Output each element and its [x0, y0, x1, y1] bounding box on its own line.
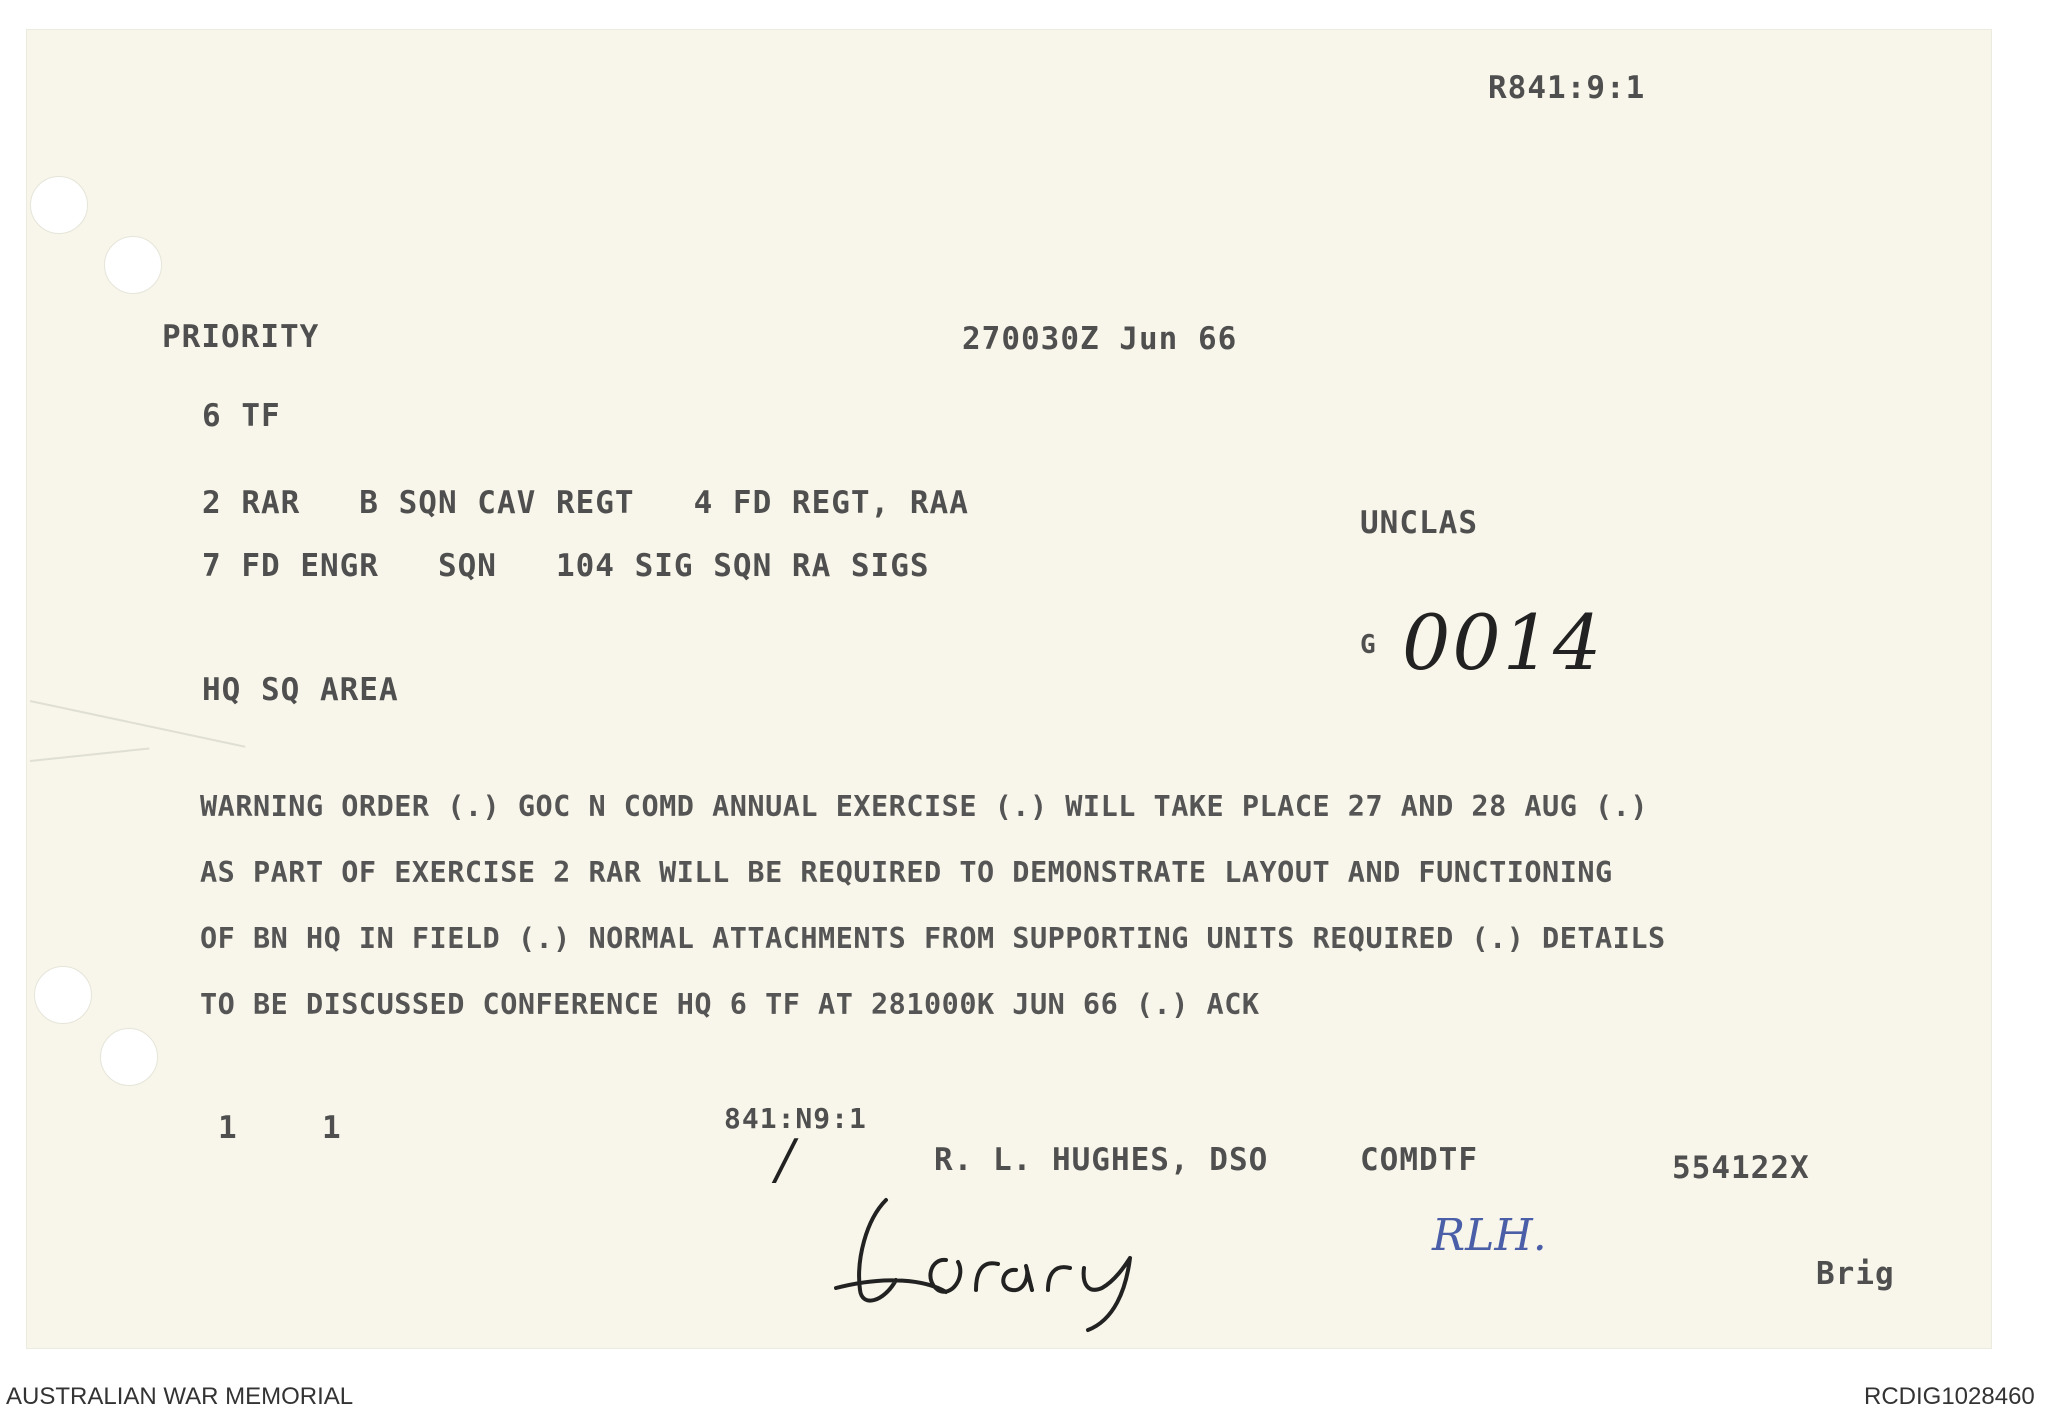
signature: [826, 1180, 1306, 1340]
originator-prefix: G: [1360, 630, 1377, 660]
datetime-group: 270030Z Jun 66: [962, 321, 1238, 357]
rank: Brig: [1816, 1256, 1895, 1292]
to-addressees-line-1: 2 RAR B SQN CAV REGT 4 FD REGT, RAA: [202, 485, 969, 521]
from-field: 6 TF: [202, 398, 281, 434]
info-addressee: HQ SQ AREA: [202, 672, 399, 708]
precedence: PRIORITY: [162, 319, 320, 355]
signatory-name: R. L. HUGHES, DSO: [934, 1142, 1269, 1178]
page-number: 1: [218, 1110, 238, 1146]
appointment: COMDTF: [1360, 1142, 1478, 1178]
message-text-line: OF BN HQ IN FIELD (.) NORMAL ATTACHMENTS FROM SUPPORTING UNITS REQUIRED (.) DETAILS: [200, 922, 1666, 955]
file-reference: 841:N9:1: [724, 1102, 867, 1135]
punch-hole: [30, 176, 88, 234]
message-text-line: AS PART OF EXERCISE 2 RAR WILL BE REQUIRED TO DEMONSTRATE LAYOUT AND FUNCTIONING: [200, 856, 1613, 889]
page-total: 1: [322, 1110, 342, 1146]
handwritten-initials: RLH.: [1432, 1210, 1547, 1261]
reference-number: R841:9:1: [1488, 70, 1646, 106]
message-text-line: TO BE DISCUSSED CONFERENCE HQ 6 TF AT 281000K JUN 66 (.) ACK: [200, 988, 1260, 1021]
service-number: 554122X: [1672, 1150, 1810, 1186]
originator-number: 0014: [1402, 598, 1604, 687]
punch-hole: [34, 966, 92, 1024]
archive-credit: AUSTRALIAN WAR MEMORIAL: [6, 1383, 354, 1410]
punch-hole: [104, 236, 162, 294]
pencil-tick-mark: /: [776, 1128, 795, 1191]
punch-hole: [100, 1028, 158, 1086]
to-addressees-line-2: 7 FD ENGR SQN 104 SIG SQN RA SIGS: [202, 548, 930, 584]
message-text-line: WARNING ORDER (.) GOC N COMD ANNUAL EXERCISE (.) WILL TAKE PLACE 27 AND 28 AUG (.): [200, 790, 1648, 823]
archive-record-id: RCDIG1028460: [1864, 1383, 2035, 1410]
classification: UNCLAS: [1360, 505, 1478, 541]
